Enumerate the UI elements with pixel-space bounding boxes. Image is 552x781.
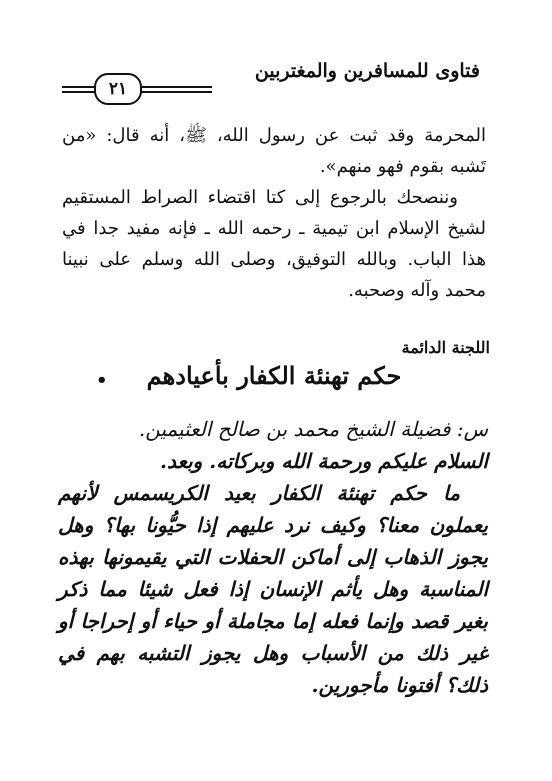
heading-dot: • bbox=[96, 370, 108, 391]
question-block bbox=[58, 413, 488, 701]
paragraph-1: المحرمة وقد ثبت عن رسول الله، ﷺ، أنه قال: «من تَشبه بقوم فهو منهم». bbox=[62, 125, 486, 177]
page-number: ٢١ bbox=[94, 73, 142, 105]
body-text bbox=[62, 120, 486, 306]
fatwa-heading: حكم تهنئة الكفار بأعيادهم bbox=[146, 361, 402, 390]
paragraph-2: وننصحك بالرجوع إلى كتا اقتضاء الصراط المستقيم لشيخ الإسلام ابن تيمية ـ رحمه الله ـ فإنه مفيد جدا في هذا الباب. وبالله التوفيق، وصلى الله وسلم على نبينا محمد وآله وصحبه. bbox=[62, 187, 486, 301]
question-body: ما حكم تهنئة الكفار بعيد الكريسمس لأنهم يعملون معنا؟ وكيف نرد عليهم إذا حيُّونا بها؟ وهل يجوز الذهاب إلى أماكن الحفلات التي يقيمونها بهذه المناسبة وهل يأثم الإنسان إذا فعل شيئا مما ذكر بغير قصد وإنما فعله إما مجاملة أو حياء أو إحراجا أو غير ذلك من الأسباب وهل يجوز التشبه بهم في ذلك؟ أفتونا مأجورين. bbox=[58, 481, 488, 697]
question-greeting: السلام عليكم ورحمة الله وبركاته. وبعد. bbox=[160, 449, 488, 473]
page-number-ornament bbox=[62, 73, 212, 103]
page-header bbox=[62, 60, 480, 110]
running-title: فتاوى للمسافرين والمغتربين bbox=[254, 60, 480, 82]
signature: اللجنة الدائمة bbox=[401, 338, 490, 357]
question-addressee: س: فضيلة الشيخ محمد بن صالح العثيمين. bbox=[138, 417, 488, 441]
